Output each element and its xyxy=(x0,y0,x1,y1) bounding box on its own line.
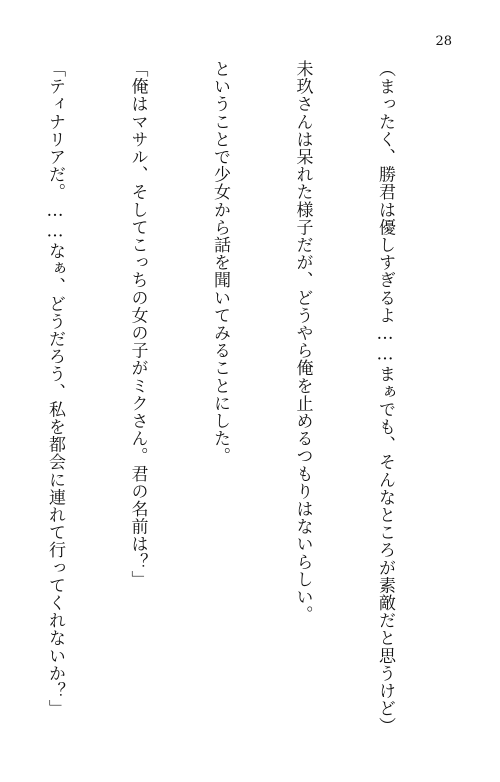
text-line: （まったく、勝君は優しすぎるよ……まぁでも、そんなところが素敵だと思うけど） xyxy=(375,60,395,735)
text-line: 「ティナリアだ。……なぁ、どうだろう、私を都会に連れて行ってくれないか？」 xyxy=(45,60,65,718)
text-line: 未玖さんは呆れた様子だが、どうやら俺を止めるつもりはないらしい。 xyxy=(292,60,313,624)
text-line: ということで少女から話を聞いてみることにした。 xyxy=(210,60,230,465)
page-number: 28 xyxy=(435,34,452,49)
text-line: 「俺はマサル、そしてこっちの女の子がミクさん。君の名前は？」 xyxy=(127,60,148,588)
vertical-text-body xyxy=(0,60,453,735)
